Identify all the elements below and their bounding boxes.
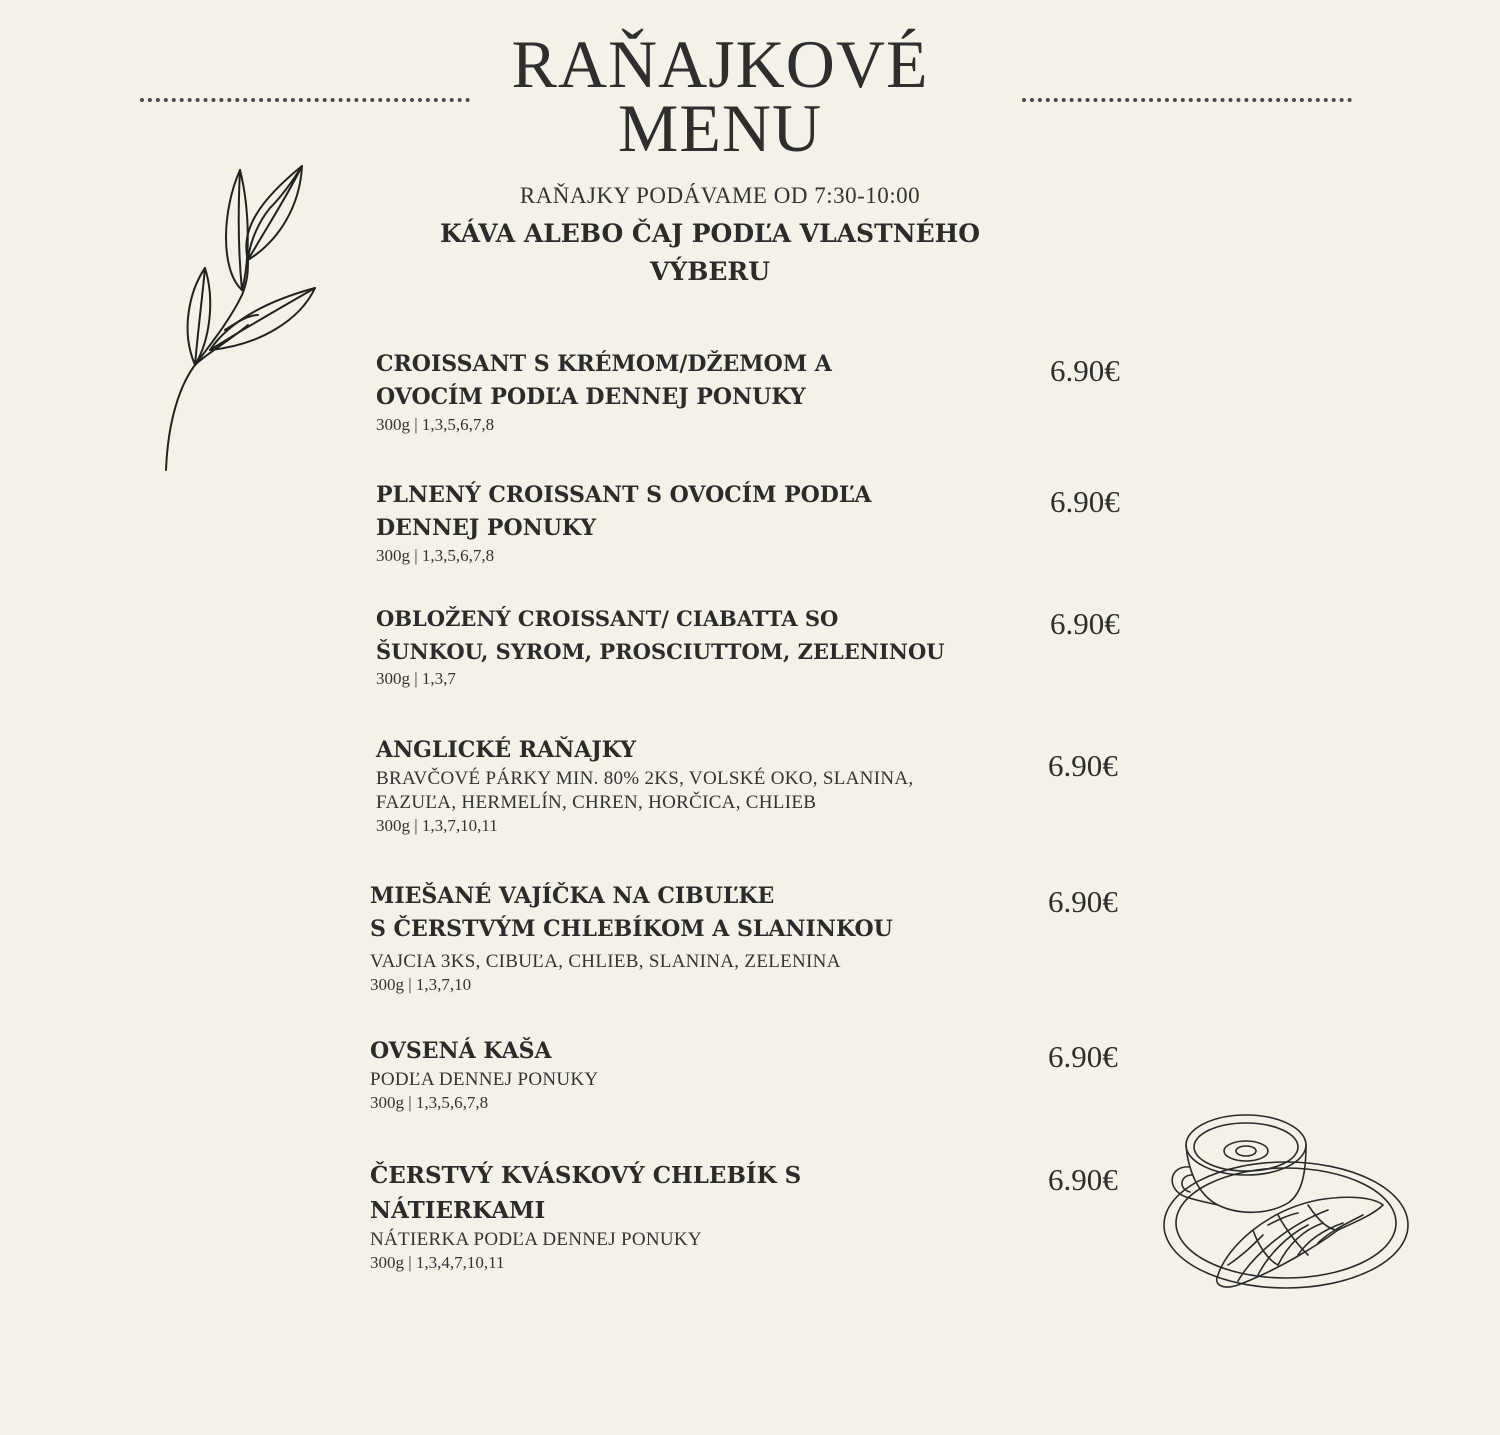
item-name-line-1: ANGLICKÉ RAŇAJKY <box>376 737 636 763</box>
item-name-line-1: OVSENÁ KAŠA <box>370 1038 552 1064</box>
menu-item <box>370 1158 1050 1274</box>
item-desc-line-1: PODĽA DENNEJ PONUKY <box>370 1069 599 1090</box>
item-name-line-1: CROISSANT S KRÉMOM/DŽEMOM A <box>376 351 832 377</box>
item-price: 6.90€ <box>1048 748 1118 783</box>
item-description <box>370 950 1050 974</box>
item-name <box>370 1158 1050 1228</box>
item-price: 6.90€ <box>1050 484 1120 519</box>
dotted-divider-left <box>140 98 470 114</box>
menu-item <box>376 348 1056 436</box>
title-line-2: MENU <box>617 90 823 166</box>
coffee-note-line-2: VÝBERU <box>649 257 770 286</box>
leaf-branch-icon <box>150 160 330 480</box>
item-name <box>370 880 1050 946</box>
item-desc-line-1: BRAVČOVÉ PÁRKY MIN. 80% 2KS, VOLSKÉ OKO, SLANINA, <box>376 768 914 789</box>
item-name <box>376 479 1056 545</box>
title-line-1: RAŇAJKOVÉ <box>511 26 929 102</box>
item-price: 6.90€ <box>1048 884 1118 919</box>
menu-item <box>370 1035 1050 1114</box>
item-name-line-2: ŠUNKOU, SYROM, PROSCIUTTOM, ZELENINOU <box>376 639 945 664</box>
coffee-note <box>400 215 1020 291</box>
item-price: 6.90€ <box>1050 606 1120 641</box>
item-name <box>376 348 1056 414</box>
item-meta: 300g | 1,3,4,7,10,11 <box>370 1253 505 1272</box>
item-desc-line-1: NÁTIERKA PODĽA DENNEJ PONUKY <box>370 1229 702 1250</box>
item-name-line-1: PLNENÝ CROISSANT S OVOCÍM PODĽA <box>376 482 872 508</box>
coffee-croissant-icon <box>1158 1105 1413 1295</box>
serving-hours: RAŇAJKY PODÁVAME OD 7:30-10:00 <box>519 183 921 208</box>
item-description <box>376 767 1056 815</box>
dotted-divider-right <box>1022 98 1352 114</box>
item-name-line-1: ČERSTVÝ KVÁSKOVÝ CHLEBÍK S <box>370 1162 802 1189</box>
item-price: 6.90€ <box>1048 1162 1118 1197</box>
item-name <box>376 734 1056 767</box>
menu-item <box>370 880 1050 996</box>
item-name-line-1: MIEŠANÉ VAJÍČKA NA CIBUĽKE <box>370 883 775 909</box>
item-meta: 300g | 1,3,7 <box>376 669 456 688</box>
coffee-note-line-1: KÁVA ALEBO ČAJ PODĽA VLASTNÉHO <box>439 219 981 248</box>
item-desc-line-2: FAZUĽA, HERMELÍN, CHREN, HORČICA, CHLIEB <box>376 792 817 813</box>
item-description <box>370 1228 1050 1252</box>
menu-item <box>376 602 1056 690</box>
item-meta: 300g | 1,3,5,6,7,8 <box>376 546 495 565</box>
item-name <box>370 1035 1050 1068</box>
item-price: 6.90€ <box>1050 353 1120 388</box>
item-name-line-1: OBLOŽENÝ CROISSANT/ CIABATTA SO <box>376 606 839 631</box>
item-meta: 300g | 1,3,5,6,7,8 <box>370 1093 489 1112</box>
item-name <box>376 602 1056 668</box>
item-meta: 300g | 1,3,7,10,11 <box>376 816 498 835</box>
item-desc-line-1: VAJCIA 3KS, CIBUĽA, CHLIEB, SLANINA, ZELENINA <box>370 951 841 972</box>
menu-item <box>376 734 1056 837</box>
item-name-line-2: OVOCÍM PODĽA DENNEJ PONUKY <box>376 384 806 410</box>
page-title <box>450 26 990 166</box>
item-name-line-2: NÁTIERKAMI <box>370 1197 546 1224</box>
menu-item <box>376 479 1056 567</box>
item-meta: 300g | 1,3,5,6,7,8 <box>376 415 495 434</box>
item-description <box>370 1068 1050 1092</box>
item-price: 6.90€ <box>1048 1039 1118 1074</box>
item-name-line-2: DENNEJ PONUKY <box>376 515 597 541</box>
item-meta: 300g | 1,3,7,10 <box>370 975 472 994</box>
item-name-line-2: S ČERSTVÝM CHLEBÍKOM A SLANINKOU <box>370 916 893 942</box>
